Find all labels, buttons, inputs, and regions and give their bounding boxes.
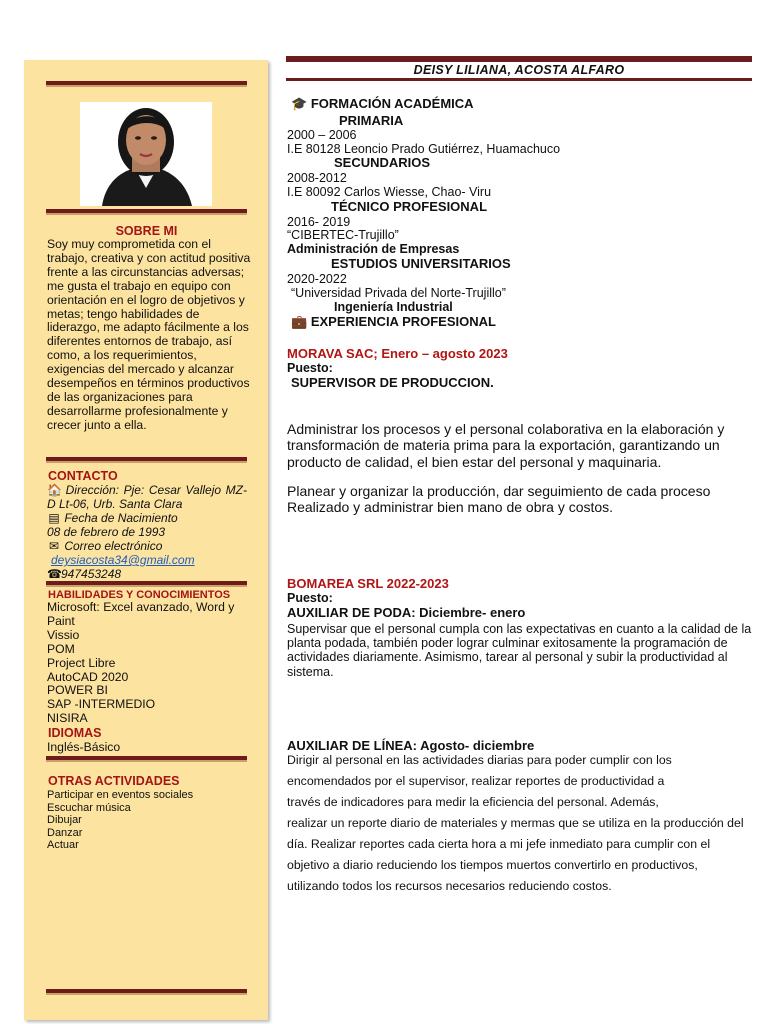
graduation-cap-icon: 🎓 [291, 96, 308, 111]
tecnico-years: 2016- 2019 [287, 215, 351, 229]
job2-position: AUXILIAR DE PODA: Diciembre- enero [287, 605, 526, 620]
birth-item [47, 511, 252, 539]
education-title-text: FORMACIÓN ACADÉMICA [310, 96, 474, 111]
skills-title: HABILIDADES Y CONOCIMIENTOS [48, 589, 231, 601]
email-link[interactable]: deysiacosta34@gmail.com [51, 553, 195, 567]
activity-item: Escuchar música [47, 801, 131, 814]
other-title: OTRAS ACTIVIDADES [48, 774, 180, 788]
tecnico-school: “CIBERTEC-Trujillo” [287, 228, 399, 242]
email-label: Correo electrónico [64, 539, 163, 553]
skill-item: Vissio [47, 627, 80, 642]
experience-title-text: EXPERIENCIA PROFESIONAL [310, 314, 496, 329]
primaria-title: PRIMARIA [339, 113, 404, 128]
job3-line: realizar un reporte diario de materiales y mermas que se utiliza en la producción del [287, 816, 744, 830]
secundaria-title: SECUNDARIOS [334, 155, 431, 170]
experience-title [291, 315, 496, 329]
divider [46, 581, 247, 587]
job1-description-1: Administrar los procesos y el personal colaborativa en la elaboración y transformación de materia prima para la exportación, garantizando un producto de calidad, el bien estar del personal y maquinaria. [287, 421, 725, 470]
email-item [47, 539, 252, 567]
header-bar [286, 78, 752, 81]
tecnico-title: TÉCNICO PROFESIONAL [331, 199, 488, 214]
divider [46, 209, 247, 215]
job3-line: Dirigir al personal en las actividades diarias para poder cumplir con los [287, 753, 672, 767]
univ-school: “Universidad Privada del Norte-Trujillo” [291, 286, 506, 300]
header-bar [286, 56, 752, 62]
job2-description: Supervisar que el personal cumpla con las expectativas en cuanto a la calidad de la planta podada, también poder lograr culminar exitosamente la programación de actividades diariamente. Asimismo, tarear al personal y subir la productividad al sistema. [287, 622, 752, 679]
job1-position: SUPERVISOR DE PRODUCCION. [291, 375, 494, 390]
job1-puesto-label: Puesto: [287, 361, 333, 375]
activity-item: Actuar [47, 839, 79, 852]
education-title [291, 97, 474, 111]
job3-line: encomendados por el supervisor, realizar reportes de productividad a [287, 774, 665, 788]
address-item [47, 483, 247, 511]
skill-item: AutoCAD 2020 [47, 669, 129, 684]
primaria-school: I.E 80128 Leoncio Prado Gutiérrez, Huamachuco [287, 142, 561, 156]
skill-item: Microsoft: Excel avanzado, Word y Paint [47, 600, 235, 628]
skill-item: Project Libre [47, 655, 116, 670]
job3-description [287, 750, 768, 897]
activity-item: Danzar [47, 826, 83, 839]
phone-item [47, 567, 252, 581]
activity-item: Participar en eventos sociales [47, 789, 194, 801]
job2-puesto-label: Puesto: [287, 591, 333, 605]
language-item: Inglés-Básico [47, 740, 121, 754]
divider [46, 756, 247, 762]
address-text: Dirección: Pje: Cesar Vallejo MZ-D Lt-06, Urb. Santa Clara [47, 483, 247, 511]
skill-item: NISIRA [47, 711, 88, 726]
job3-line: través de indicadores para medir la eficiencia del personal. Además, [287, 795, 659, 809]
job3-line: objetivo a diario reduciendo los tiempos muertos convertirlo en productivos, [287, 858, 698, 872]
candidate-name: DEISY LILIANA, ACOSTA ALFARO [413, 63, 625, 77]
univ-title: ESTUDIOS UNIVERSITARIOS [331, 256, 511, 271]
birth-label: Fecha de Nacimiento [64, 511, 178, 525]
job1-company: MORAVA SAC; Enero – agosto 2023 [287, 346, 508, 361]
tecnico-career: Administración de Empresas [287, 242, 460, 256]
job3-line: día. Realizar reportes cada cierta hora a mi jefe inmediato para cumplir con el [287, 837, 711, 851]
phone-value: 947453248 [61, 567, 122, 581]
activity-item: Dibujar [47, 814, 82, 827]
divider [46, 989, 247, 995]
job2-company: BOMAREA SRL 2022-2023 [287, 576, 449, 591]
skills-list [47, 601, 252, 726]
phone-icon: ☎ [47, 567, 62, 581]
skill-item: POM [47, 641, 75, 656]
job3-line: utilizando todos los recursos necesarios reduciendo costos. [287, 879, 612, 893]
briefcase-icon: 💼 [291, 314, 308, 329]
univ-career: Ingeniería Industrial [334, 300, 453, 314]
divider [46, 457, 247, 463]
home-icon: 🏠 [47, 483, 62, 497]
secundaria-years: 2008-2012 [287, 171, 347, 185]
primaria-years: 2000 – 2006 [287, 128, 357, 142]
mail-icon: ✉ [48, 539, 60, 553]
job3-position: AUXILIAR DE LÍNEA: Agosto- diciembre [287, 738, 535, 753]
other-list [47, 789, 252, 852]
about-text: Soy muy comprometida con el trabajo, creativa y con actitud positiva frente a las circunstancias adversas; me gusta el trabajo en equipo con orientación en el logro de objetivos y metas; tengo habilidades de liderazgo, me adapto fácilmente a los diferentes entornos de trabajo, así como, a los requerimientos, exigencias del mercado y alcanzar desempeños en términos productivos de las organizaciones para desarrollarme profesionalmente y crecer junto a ella. [47, 237, 251, 432]
contact-title: CONTACTO [48, 469, 118, 483]
univ-years: 2020-2022 [287, 272, 347, 286]
birth-value: 08 de febrero de 1993 [47, 525, 166, 539]
secundaria-school: I.E 80092 Carlos Wiesse, Chao- Viru [287, 185, 492, 199]
skill-item: SAP -INTERMEDIO [47, 697, 156, 712]
divider [46, 81, 247, 87]
job1-description-2: Planear y organizar la producción, dar seguimiento de cada proceso Realizado y administrar bien mano de obra y costos. [287, 483, 711, 516]
profile-photo [80, 102, 212, 206]
about-title: SOBRE MI [115, 224, 178, 238]
calendar-icon: ▤ [48, 511, 60, 525]
languages-title: IDIOMAS [48, 726, 102, 740]
skill-item: POWER BI [47, 683, 108, 698]
